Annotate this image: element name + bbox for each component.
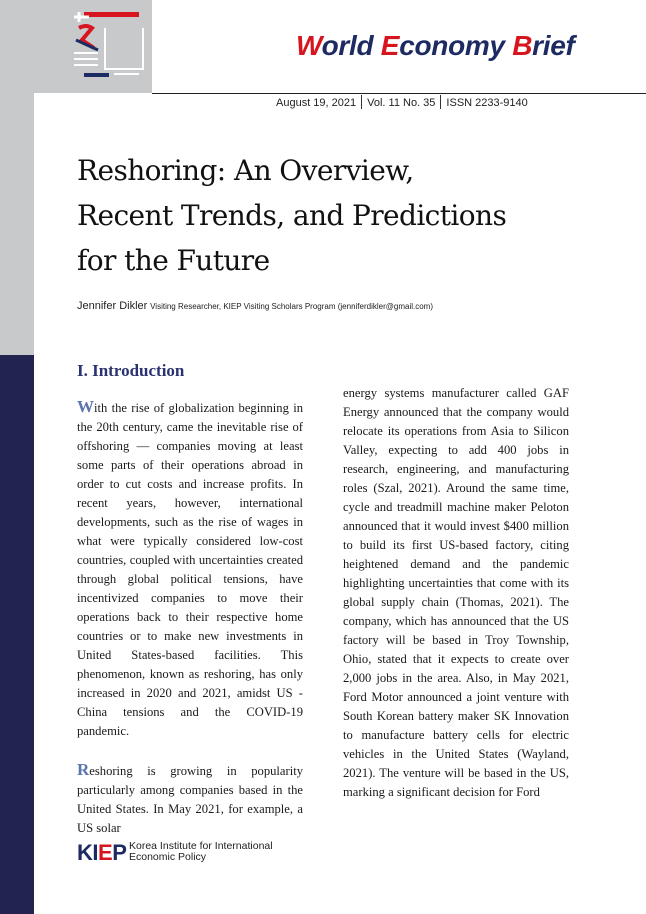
brand-word: rief xyxy=(532,30,575,61)
issue-meta xyxy=(276,95,528,109)
issue-issn: ISSN 2233-9140 xyxy=(446,97,528,109)
footer-line: Korea Institute for International xyxy=(129,840,273,852)
drop-cap: R xyxy=(77,760,90,779)
meta-divider xyxy=(361,95,362,109)
brand-letter: W xyxy=(296,30,322,61)
article-title xyxy=(77,148,597,283)
author-line xyxy=(77,300,433,312)
paragraph-text: ith the rise of globalization beginning in the 20th century, came the inevitable rise of offshoring — companies moving at least some parts of their operations abroad in order to cut costs and increase profits. In recent years, however, international developments, such as the rise of wages in what were typically considered low-cost countries, coupled with uncertainties created through global political tensions, have incentivized companies to move their operations back to their respective home countries or to make new investments in United States-based facilities. This phenomenon, known as reshoring, has only increased in 2020 and 2021, amidst US - China tensions and the COVID-19 pandemic. xyxy=(77,401,303,738)
body-paragraph xyxy=(77,397,303,741)
kiep-emblem-icon xyxy=(34,0,152,93)
brand-letter: B xyxy=(512,30,533,61)
kiep-emblem xyxy=(34,0,152,93)
author-name: Jennifer Dikler xyxy=(77,300,148,312)
meta-divider xyxy=(440,95,441,109)
body-column-left xyxy=(77,397,303,838)
sidebar-bottom xyxy=(0,355,34,914)
footer-kiep-logo xyxy=(77,840,126,866)
logo-letter: I xyxy=(92,840,99,865)
title-line: Reshoring: An Overview, xyxy=(77,154,414,187)
section-heading: I. Introduction xyxy=(77,361,185,380)
title-line: Recent Trends, and Predictions xyxy=(77,199,507,232)
header-rule xyxy=(152,93,646,94)
issue-date: August 19, 2021 xyxy=(276,97,357,109)
logo-letter: K xyxy=(77,840,93,865)
brand-word: conomy xyxy=(399,30,513,61)
publication-title xyxy=(296,30,575,62)
logo-letter: E xyxy=(98,840,113,865)
drop-cap: W xyxy=(77,397,94,416)
author-affiliation: Visiting Researcher, KIEP Visiting Scholars Program (jenniferdikler@gmail.com) xyxy=(150,302,433,311)
sidebar-top xyxy=(0,0,34,355)
title-line: for the Future xyxy=(77,244,270,277)
footer-line: Economic Policy xyxy=(129,851,207,863)
logo-letter: P xyxy=(112,840,127,865)
paragraph-text: eshoring is growing in popularity particularly among companies based in the United States. In May 2021, for example, a US solar xyxy=(77,764,303,835)
brand-letter: E xyxy=(380,30,400,61)
brand-word: orld xyxy=(321,30,381,61)
body-paragraph xyxy=(77,760,303,838)
body-column-right xyxy=(343,384,569,802)
footer-institute-name xyxy=(129,841,273,863)
issue-volume: Vol. 11 No. 35 xyxy=(367,97,436,109)
body-paragraph: energy systems manufacturer called GAF Energy announced that the company would relocate its operations from Asia to Silicon Valley, expecting to add 400 jobs in research, engineering, and manufacturing roles (Szal, 2021). Around the same time, cycle and treadmill machine maker Peloton announced that it would invest $400 million to build its first US-based factory, citing heightened demand and the pandemic highlighting uncertainties that come with its global supply chain (Thomas, 2021). The company, which has announced that the US factory will be based in Troy Township, Ohio, stated that it expects to create over 2,000 jobs in the area. Also, in May 2021, Ford Motor announced a joint venture with South Korean battery maker SK Innovation to manufacture battery cells for electric vehicles in the United States (Wayland, 2021). The venture will be based in the US, marking a significant decision for Ford xyxy=(343,386,569,799)
